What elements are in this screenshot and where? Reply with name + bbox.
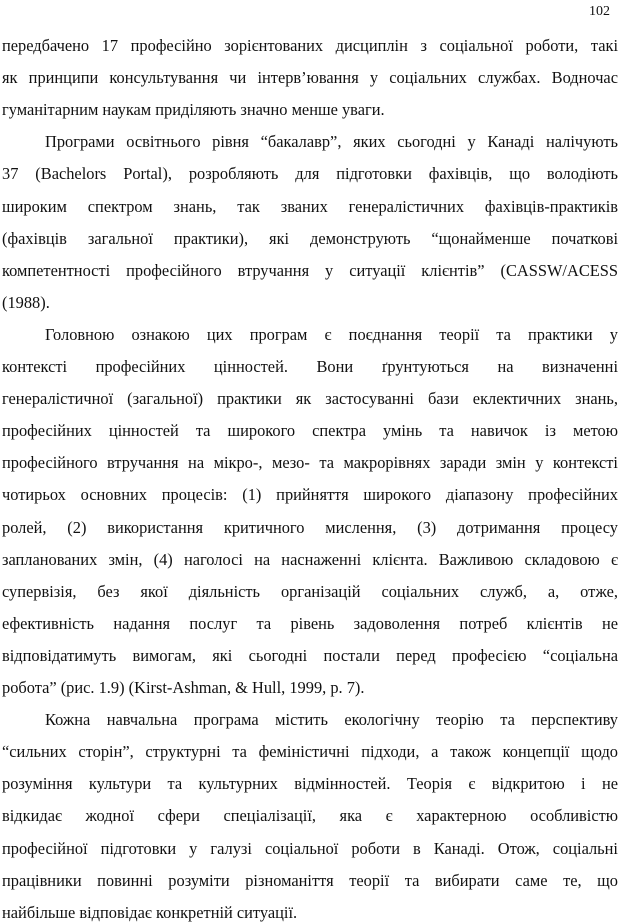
text-line: 37 (Bachelors Portal), розробляють для підготовки фахівців, що володіють — [2, 164, 618, 184]
text-line: професійної підготовки у галузі соціальної роботи в Канаді. Отож, соціальні — [2, 838, 618, 858]
text-line: як принципи консультування чи інтерв’ювання у соціальних службах. Водночас — [2, 68, 618, 88]
text-line: “сильних сторін”, структурні та феміністичні підходи, а також концепції щодо — [2, 742, 618, 762]
text-line: супервізія, без якої діяльність організацій соціальних служб, а, отже, — [2, 581, 618, 601]
text-line: Кожна навчальна програма містить екологічну теорію та перспективу — [45, 710, 618, 730]
text-line: ролей, (2) використання критичного мислення, (3) дотримання процесу — [2, 517, 618, 537]
text-line: ефективність надання послуг та рівень задоволення потреб клієнтів не — [2, 613, 618, 633]
text-line: професійного втручання на мікро-, мезо- та макрорівнях заради змін у контексті — [2, 453, 618, 473]
text-line: контексті професійних цінностей. Вони ґрунтуються на визначенні — [2, 357, 618, 376]
text-line: гуманітарним наукам приділяють значно менше уваги. — [2, 100, 385, 120]
text-line: робота” (рис. 1.9) (Kirst-Ashman, & Hull, 1999, p. 7). — [2, 678, 365, 697]
text-line: передбачено 17 професійно зорієнтованих дисциплін з соціальної роботи, такі — [2, 36, 618, 55]
text-line: розуміння культури та культурних відмінностей. Теорія є відкритою і не — [2, 774, 618, 794]
text-line: Головною ознакою цих програм є поєднання теорії та практики у — [45, 324, 618, 344]
text-line: (1988). — [2, 292, 50, 312]
text-line: запланованих змін, (4) наголосі на наснаженні клієнта. Важливою складовою є — [2, 549, 618, 569]
text-line: працівники повинні розуміти різноманіття теорії та вибирати саме те, що — [2, 870, 618, 890]
text-line: чотирьох основних процесів: (1) прийняття широкого діапазону професійних — [2, 485, 618, 505]
text-line: відкидає жодної сфери спеціалізації, яка є характерною особливістю — [2, 806, 618, 826]
text-line: найбільше відповідає конкретній ситуації. — [2, 902, 298, 922]
text-line: широким спектром знань, так званих генералістичних фахівців-практиків — [2, 196, 618, 216]
text-line: Програми освітнього рівня “бакалавр”, яких сьогодні у Канаді налічують — [45, 132, 618, 152]
text-line: професійних цінностей та широкого спектра умінь та навичок із метою — [2, 421, 618, 441]
text-line: відповідатимуть вимогам, які сьогодні постали перед професією “соціальна — [2, 645, 618, 665]
text-line: компетентності професійного втручання у ситуації клієнтів” (CASSW/ACESS — [2, 260, 618, 280]
page-number: 102 — [589, 4, 610, 19]
text-line: (фахівців загальної практики), які демонструють “щонайменше початкові — [2, 228, 618, 248]
text-line: генералістичної (загальної) практики як застосуванні бази еклектичних знань, — [2, 389, 618, 409]
